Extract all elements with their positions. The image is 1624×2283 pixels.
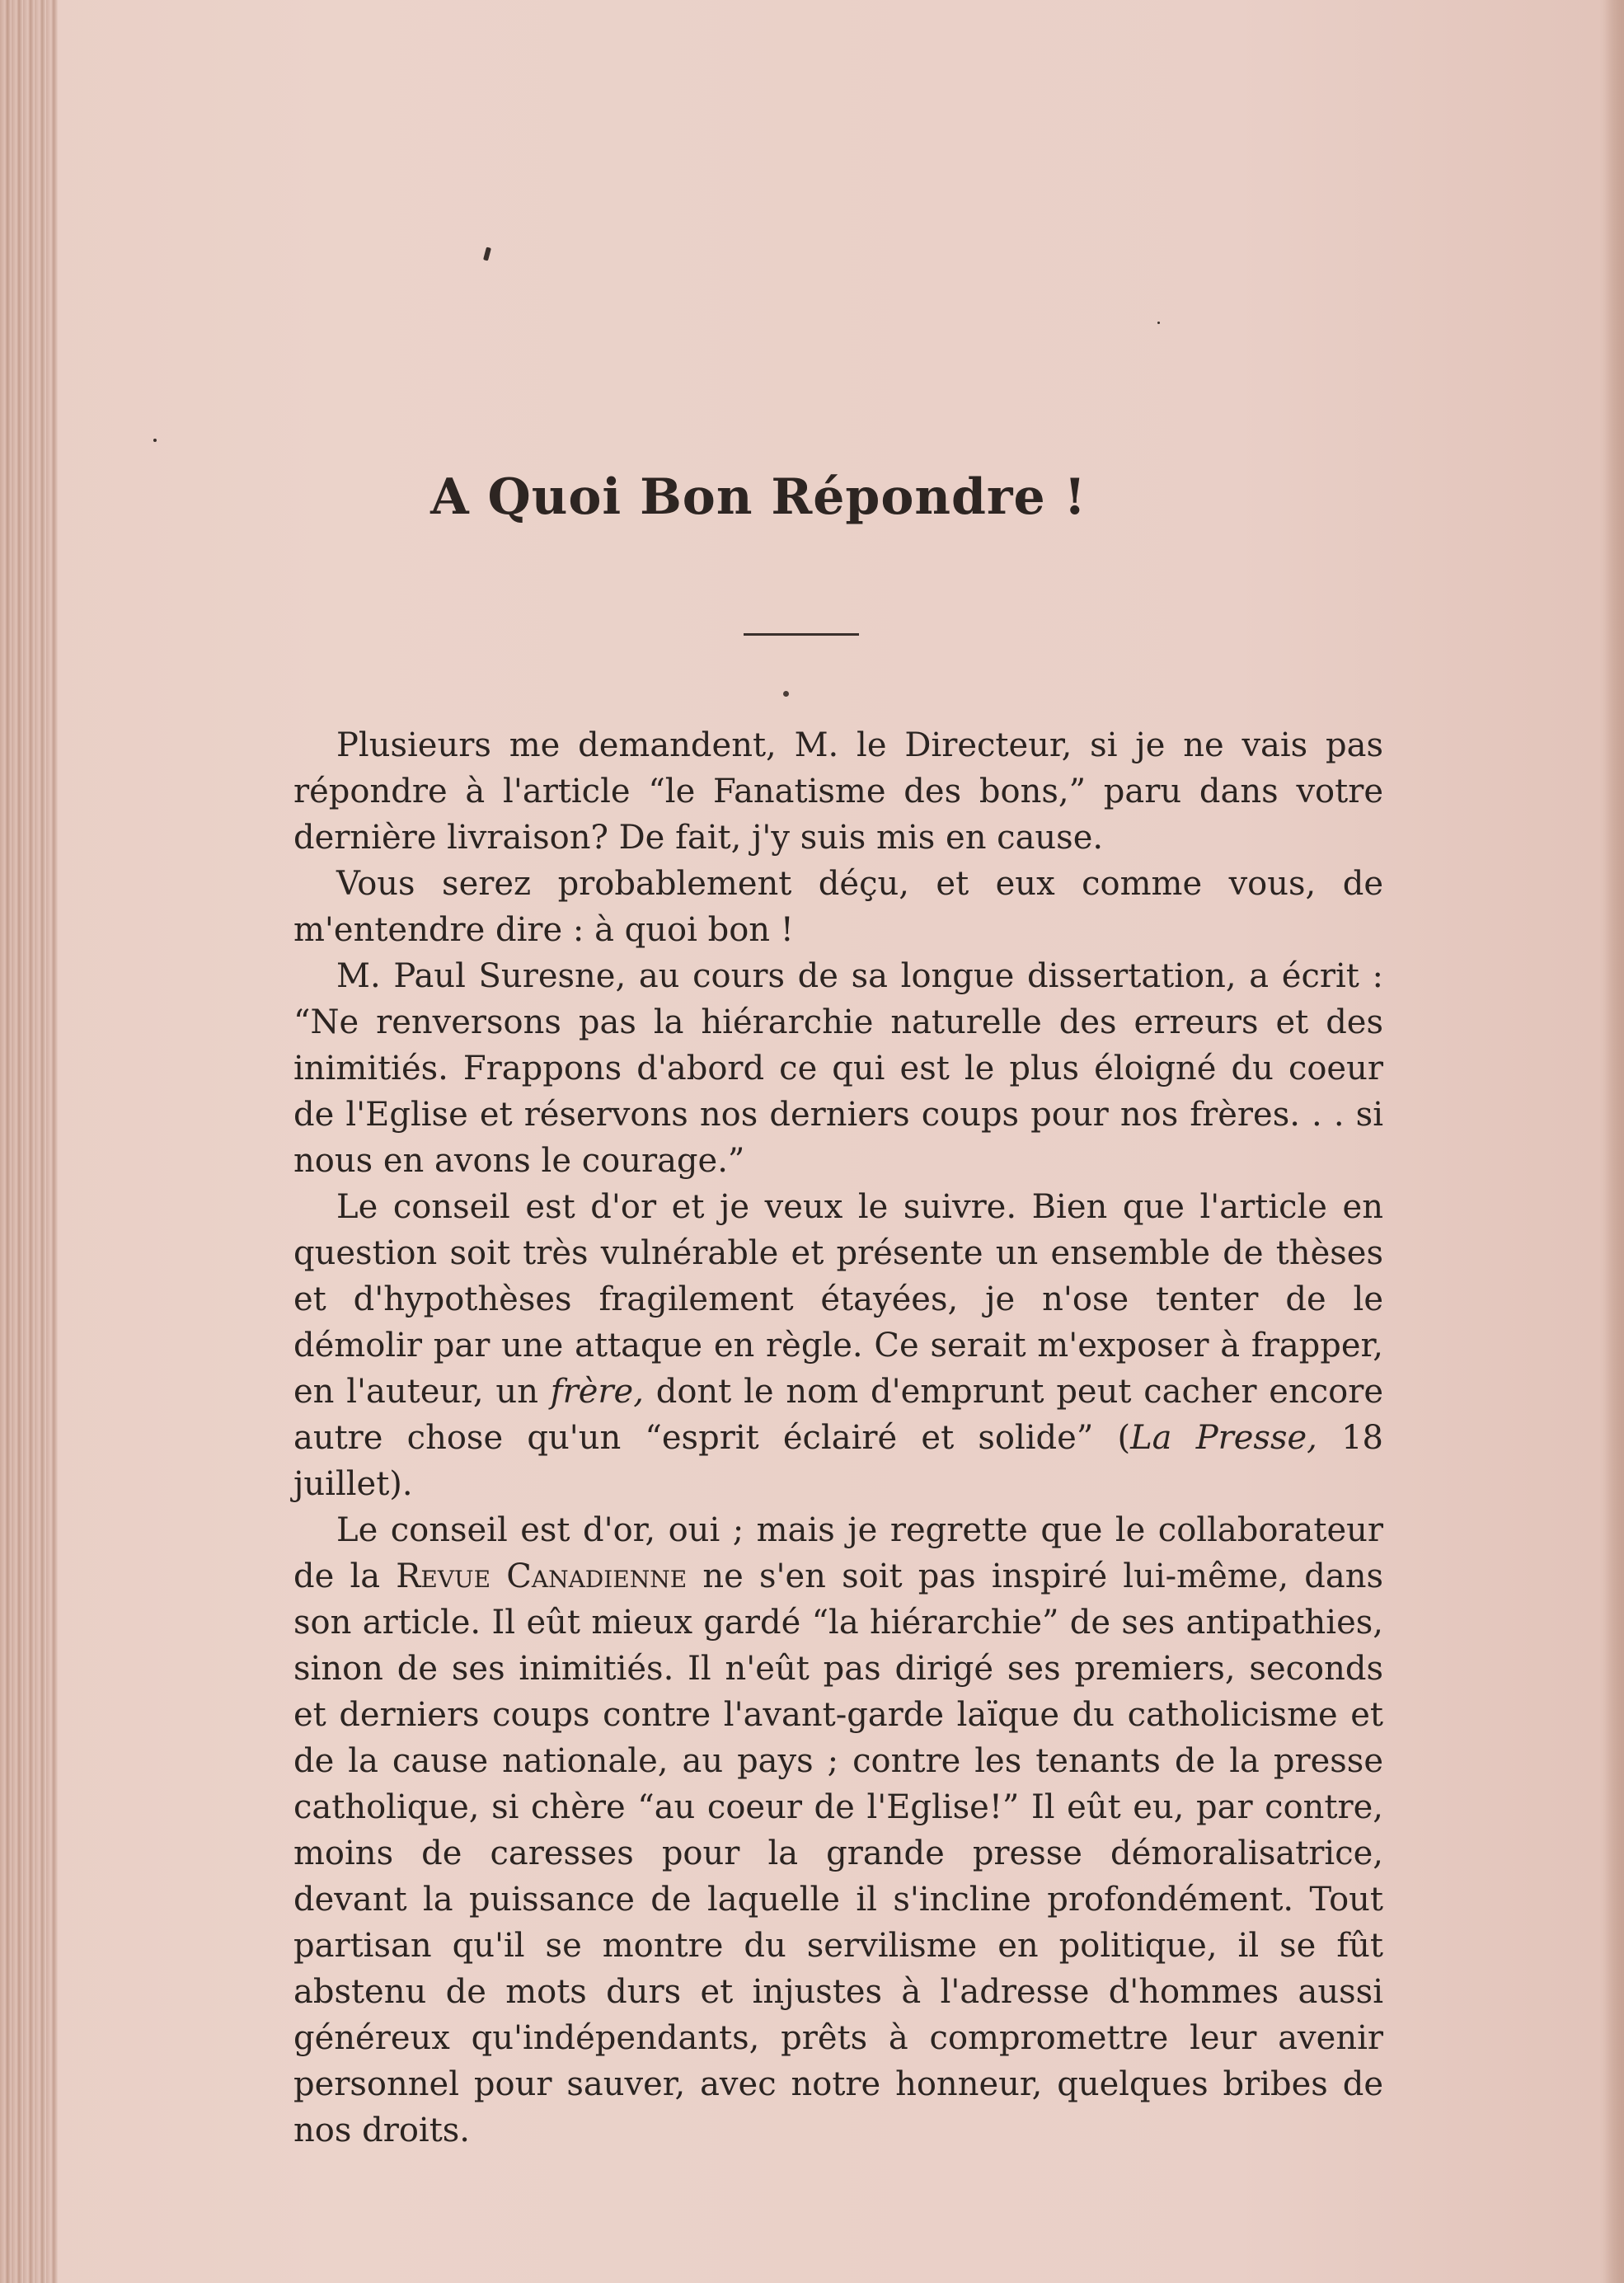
ink-speck (483, 247, 491, 261)
article-body (293, 722, 1383, 2154)
paragraph-5-text-b: ne s'en soit pas inspiré lui-même, dans son article. Il eût mieux gardé “la hiérarchie” de ses antipathies, sinon de ses inimitiés. Il n'eût pas dirigé ses premiers, seconds et derniers coups contre l'avant-garde laïque du catholicisme et de la cause nationale, au pays ; contre les tenants de la presse catholique, si chère “au coeur de l'Eglise!” Il eût eu, par contre, moins de caresses pour la grande presse démoralisatrice, devant la puissance de laquelle il s'incline profondément. Tout partisan qu'il se montre du servilisme en politique, il se fût abstenu de mots durs et injustes à l'adresse d'hommes aussi généreux qu'indépendants, prêts à compromettre leur avenir personnel pour sauver, avec notre honneur, quelques bribes de nos droits. (293, 1557, 1383, 2149)
paragraph-2: Vous serez probablement déçu, et eux comme vous, de m'entendre dire : à quoi bon ! (293, 865, 1383, 949)
paragraph-5-small-caps-revue: Revue Canadienne (396, 1557, 688, 1595)
paragraph-4 (293, 1184, 1383, 1507)
ink-speck (153, 439, 157, 442)
ornament-dot (783, 691, 789, 697)
paragraph-4-text-b: dont le nom d'emprunt peut cacher encore autre chose qu'un “esprit éclairé et solide” ( (293, 1373, 1384, 1457)
ink-speck (1157, 322, 1160, 324)
paragraph-1: Plusieurs me demandent, M. le Directeur, si je ne vais pas répondre à l'article “le Fanatisme des bons,” paru dans votre dernière livraison? De fait, j'y suis mis en cause. (293, 726, 1383, 857)
paragraph-4-text-c: 18 juillet). (293, 1419, 1383, 1503)
paragraph-4-text-a: Le conseil est d'or et je veux le suivre. Bien que l'article en question soit très vulnérable et présente un ensemble de thèses et d'hypothèses fragilement étayées, je n'ose tenter de le démolir par une attaque en règle. Ce serait m'exposer à frapper, en l'auteur, un (293, 1188, 1383, 1411)
article-title: A Quoi Bon Répondre ! (430, 468, 1087, 526)
paragraph-3: M. Paul Suresne, au cours de sa longue dissertation, a écrit : “Ne renversons pas la hiérarchie naturelle des erreurs et des inimitiés. Frappons d'abord ce qui est le plus éloigné du coeur de l'Eglise et réservons nos derniers coups pour nos frères. . . si nous en avons le courage.” (293, 957, 1383, 1180)
paragraph-4-emphasis-frere: frère, (550, 1373, 644, 1411)
paragraph-5-text-a: Le conseil est d'or, oui ; mais je regrette que le collaborateur de la (293, 1511, 1383, 1595)
paragraph-4-emphasis-la-presse: La Presse, (1130, 1419, 1317, 1457)
title-divider (744, 633, 859, 636)
paragraph-5 (293, 1507, 1383, 2154)
page-right-edge (1604, 0, 1624, 2283)
page-binding-edge (0, 0, 58, 2283)
